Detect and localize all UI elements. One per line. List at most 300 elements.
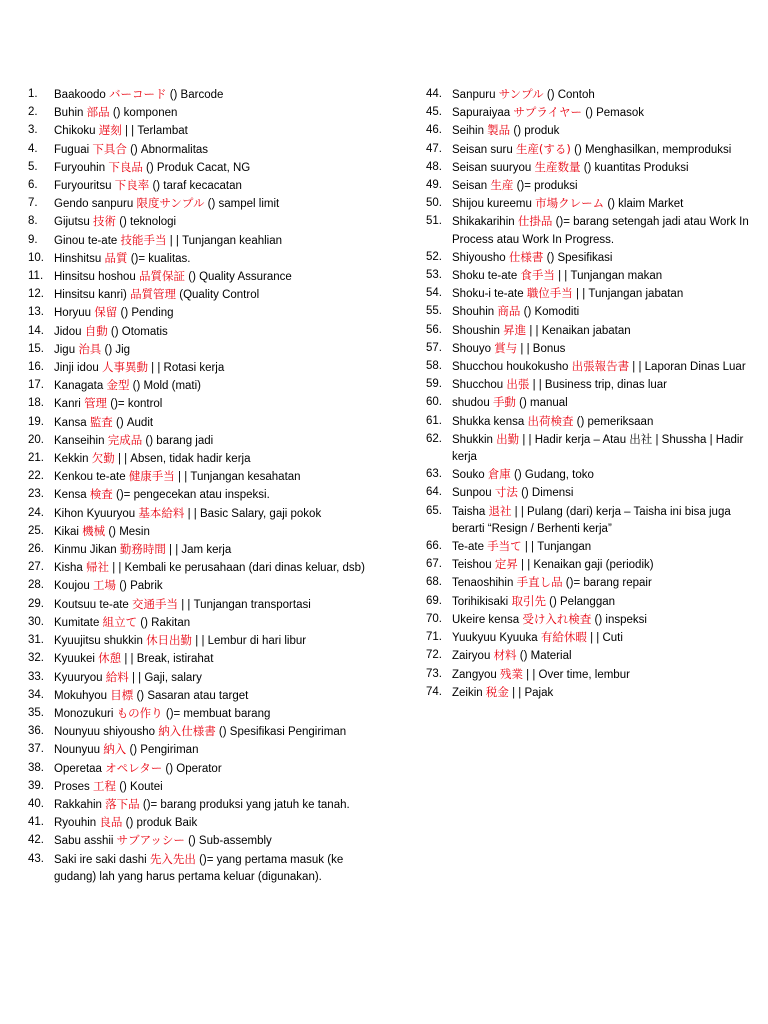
vocab-number: 4. [28,142,38,155]
vocab-entry [54,523,368,541]
vocab-meaning: () Operator [165,762,222,775]
vocab-meaning: () kuantitas Produksi [583,161,689,174]
vocab-romaji: Horyuu [54,307,92,320]
vocab-item [28,614,368,632]
vocab-japanese: バーコード [109,87,167,101]
vocab-japanese: 食手当 [520,268,555,283]
vocab-item [28,377,368,395]
vocab-romaji: Kyuuryou [54,671,103,684]
vocab-number: 64. [426,486,442,499]
vocab-number: 6. [28,179,38,192]
vocab-romaji: Kanri [54,398,81,411]
vocab-japanese: 先入先出 [149,851,196,866]
vocab-entry [54,250,368,268]
vocab-japanese: 税金 [485,684,509,699]
vocab-romaji: Operetaa [54,762,102,775]
vocab-romaji: Gijutsu [54,216,90,229]
vocab-number: 38. [28,761,44,774]
vocab-japanese: 品質保証 [139,269,186,284]
vocab-japanese: 勤務時間 [119,542,166,557]
vocab-item [28,432,368,450]
vocab-romaji: Kinmu Jikan [54,544,117,557]
vocab-japanese: 下良率 [114,178,150,193]
vocab-item [426,629,762,647]
vocab-item [426,574,762,592]
vocab-number: 36. [28,725,44,738]
vocab-item [28,851,368,886]
vocab-meaning: () Gudang, toko [514,469,594,482]
vocab-meaning: () Material [519,650,572,663]
vocab-japanese: 休憩 [98,651,122,666]
vocab-entry [452,267,762,285]
vocab-entry [54,541,368,559]
vocab-number: 52. [426,250,442,263]
vocab-number: 71. [426,631,442,644]
vocab-japanese: 工場 [93,578,117,593]
vocab-meaning: () Menghasilkan, memproduksi [574,143,732,156]
vocab-number: 61. [426,414,442,427]
vocab-meaning: () Mesin [108,525,150,538]
vocab-japanese: 退社 [488,503,512,518]
vocab-entry [54,632,368,650]
vocab-entry [54,414,368,432]
vocab-japanese: 賞与 [494,340,518,355]
vocab-number: 17. [28,379,44,392]
vocab-entry [54,814,368,832]
vocab-japanese: もの作り [116,705,163,720]
vocab-entry [54,141,368,159]
vocab-romaji: Gendo sanpuru [54,198,134,211]
vocab-number: 55. [426,305,442,318]
vocab-entry [54,395,368,413]
vocab-japanese: 休日出勤 [146,633,193,648]
vocab-romaji: Proses [54,780,90,793]
vocab-number: 29. [28,597,44,610]
vocab-romaji: Mokuhyou [54,689,108,702]
vocab-japanese: 材料 [493,648,517,663]
vocab-number: 2. [28,106,38,119]
vocab-romaji: Kansa [54,416,87,429]
vocab-romaji: shudou [452,397,490,410]
vocab-meaning: () Pengiriman [129,744,199,757]
vocab-entry [452,538,762,556]
vocab-meaning: | | Tunjangan kesahatan [178,471,301,484]
vocab-japanese: 受け入れ検査 [522,611,592,626]
vocab-romaji: Sunpou [452,487,492,500]
vocab-item [28,486,368,504]
vocab-meaning: () Pending [120,307,174,320]
vocab-meaning: ()= membuat barang [165,707,271,720]
vocab-number: 58. [426,360,442,373]
vocab-item [28,669,368,687]
vocab-number: 25. [28,524,44,537]
vocab-romaji: Zairyou [452,650,491,663]
vocab-entry [452,629,762,647]
vocab-romaji: Kekkin [54,453,89,466]
vocab-item [28,723,368,741]
vocab-entry [54,268,368,286]
vocab-japanese: 検査 [89,487,113,502]
vocab-romaji: Saki ire saki dashi [54,853,147,866]
vocab-meaning: () Contoh [546,89,595,101]
vocab-meaning: () taraf kecacatan [152,180,242,193]
vocab-japanese: 納入仕様書 [158,724,216,739]
vocab-entry [54,450,368,468]
vocab-japanese: 工程 [93,778,116,793]
vocab-romaji: Shoku-i te-ate [452,288,524,301]
vocab-item [28,177,368,195]
vocab-entry [54,596,368,614]
vocab-meaning: | | Bonus [520,342,566,355]
vocab-japanese: 健康手当 [128,469,175,484]
vocab-item [28,341,368,359]
vocab-meaning: | | Tunjangan jabatan [576,288,684,301]
vocab-item [426,340,762,358]
vocab-romaji: Nounyuu [54,744,101,757]
vocab-entry [452,322,762,340]
vocab-item [426,413,762,431]
vocab-japanese: 監査 [89,414,113,429]
vocab-meaning: () manual [519,397,568,410]
vocab-meaning: () Abnormalitas [130,143,209,156]
vocab-item [28,450,368,468]
vocab-romaji: Zeikin [452,686,483,699]
vocab-number: 70. [426,612,442,625]
vocab-japanese: 倉庫 [487,467,511,482]
vocab-japanese: 出張 [506,377,530,392]
vocab-meaning: | | Break, istirahat [124,653,214,666]
vocab-number: 28. [28,579,44,592]
vocab-item [426,376,762,394]
vocab-romaji: Seisan suuryou [452,161,532,174]
vocab-number: 46. [426,124,442,137]
vocab-romaji: Chikoku [54,125,96,138]
vocab-romaji: Shukkin [452,433,493,446]
vocab-item [28,523,368,541]
vocab-meaning: (Quality Control [179,289,260,302]
vocab-item [426,666,762,684]
vocab-romaji: Seisan suru [452,143,513,156]
vocab-japanese: 給料 [105,669,129,684]
vocab-meaning: () teknologi [119,216,177,229]
vocab-item [28,286,368,304]
vocab-meaning: ()= barang produksi yang jatuh ke tanah. [142,798,350,811]
vocab-meaning: () Sasaran atau target [136,689,249,702]
vocab-item [426,303,762,321]
vocab-number: 59. [426,378,442,391]
vocab-item [28,359,368,377]
vocab-item [28,632,368,650]
vocab-item [28,122,368,140]
vocab-romaji: Shucchou houkokusho [452,361,569,374]
vocab-meaning: () Mold (mati) [132,380,202,393]
vocab-meaning: () Produk Cacat, NG [146,161,251,174]
vocab-meaning: | | Terlambat [124,125,188,138]
vocab-romaji: Kanagata [54,380,104,393]
vocab-item [28,104,368,122]
vocab-number: 41. [28,816,44,829]
vocab-entry [54,122,368,140]
vocab-japanese: オペレター [105,760,163,775]
vocab-romaji: Yuukyuu Kyuuka [452,632,538,645]
vocab-romaji: Nounyuu shiyousho [54,726,156,739]
vocab-meaning: () Pemasok [585,107,645,120]
vocab-item [426,611,762,629]
vocab-entry [452,86,762,104]
vocab-number: 13. [28,306,44,319]
vocab-romaji: Teishou [452,559,492,572]
vocab-meaning: | | Laporan Dinas Luar [632,361,746,374]
vocab-entry [54,741,368,759]
vocab-romaji: Kanseihin [54,434,105,447]
vocab-number: 15. [28,342,44,355]
vocab-romaji: Hinsitsu hoshou [54,271,136,284]
vocab-number: 45. [426,106,442,119]
vocab-number: 35. [28,706,44,719]
vocab-japanese: 下良品 [108,159,143,174]
vocabulary-column-right [426,86,762,702]
vocab-item [426,647,762,665]
vocab-entry [452,303,762,321]
vocab-number: 74. [426,685,442,698]
vocab-number: 67. [426,558,442,571]
vocab-number: 47. [426,142,442,155]
vocab-number: 33. [28,670,44,683]
vocab-item [426,503,762,538]
vocab-romaji: Kikai [54,525,79,538]
vocab-item [28,705,368,723]
vocab-entry [452,503,762,538]
vocab-number: 5. [28,160,38,173]
vocab-japanese: 基本給料 [138,505,185,520]
vocab-meaning: () Quality Assurance [188,271,292,284]
vocab-meaning: ()= yang pertama masuk (ke gudang) lah yang harus pertama keluar (digunakan). [54,853,344,883]
vocab-number: 66. [426,540,442,553]
vocab-japanese: 遅刻 [98,123,122,138]
vocab-item [28,268,368,286]
vocab-item [28,232,368,250]
vocab-romaji: Shikakarihin [452,216,515,229]
vocab-number: 48. [426,160,442,173]
vocab-number: 72. [426,649,442,662]
vocab-meaning: ()= barang setengah jadi atau Work In Process atau Work In Progress. [452,216,749,246]
vocab-meaning: () klaim Market [607,198,684,211]
vocabulary-list-right [426,86,762,702]
vocab-japanese: 有給休暇 [540,630,587,645]
vocab-meaning: | | Pajak [512,686,554,699]
vocab-entry [54,341,368,359]
vocab-number: 1. [28,88,38,100]
vocab-item [426,684,762,702]
vocab-meaning: | | Rotasi kerja [151,362,225,375]
vocab-romaji: Shouhin [452,306,495,319]
vocab-japanese: 生産(する) [515,141,571,156]
vocab-romaji: Jidou [54,325,82,338]
vocab-japanese: 残業 [499,666,523,681]
vocab-meaning: | | Kembali ke perusahaan (dari dinas keluar, dsb) [112,562,365,575]
vocab-item [28,141,368,159]
vocab-entry [452,213,762,248]
vocab-number: 9. [28,233,38,246]
vocab-item [28,213,368,231]
vocab-meaning: () Spesifikasi [546,251,613,264]
vocab-number: 54. [426,287,442,300]
vocab-item [426,267,762,285]
vocab-entry [452,484,762,502]
vocab-romaji: Furyouritsu [54,180,112,193]
vocab-entry [452,431,762,466]
vocab-japanese: 納入 [103,742,127,757]
vocab-item [426,285,762,303]
vocab-japanese: 手動 [492,395,516,410]
vocab-meaning: () produk Baik [125,817,198,830]
vocab-japanese: 取引先 [511,593,546,608]
vocab-number: 26. [28,543,44,556]
vocab-item [426,195,762,213]
vocab-entry [54,213,368,231]
vocab-entry [452,376,762,394]
vocab-entry [54,851,368,886]
vocab-japanese: 目標 [110,687,134,702]
vocab-number: 60. [426,396,442,409]
vocab-meaning: () inspeksi [594,613,647,626]
vocab-japanese: 製品 [487,123,511,138]
vocab-romaji: Kumitate [54,616,100,629]
vocab-romaji: Shijou kureemu [452,198,532,211]
vocab-entry [452,574,762,592]
vocab-item [28,395,368,413]
vocab-romaji: Torihikisaki [452,595,509,608]
vocab-meaning: | | Tunjangan keahlian [169,234,283,247]
vocab-romaji: Kyuukei [54,653,95,666]
vocab-entry [54,723,368,741]
vocab-entry [452,122,762,140]
vocab-number: 3. [28,124,38,137]
vocab-japanese: 自動 [84,323,108,338]
vocab-item [426,177,762,195]
vocab-number: 44. [426,88,442,100]
vocab-meaning: () Sub-assembly [188,835,272,848]
vocab-romaji: Shoku te-ate [452,270,518,283]
vocab-entry [452,249,762,267]
vocab-japanese: 人事異動 [101,360,148,375]
vocab-romaji: Shouyo [452,342,492,355]
vocab-meaning: () Pabrik [119,580,163,593]
vocab-japanese: 出勤 [496,431,520,446]
vocab-entry [452,611,762,629]
vocab-meaning: ()= barang repair [565,577,652,590]
vocab-japanese: 手当て [487,539,522,554]
vocab-japanese: サプライヤー [513,105,583,120]
vocab-number: 31. [28,634,44,647]
vocab-meaning: ()= kualitas. [130,252,191,265]
vocab-japanese: 商品 [497,304,521,319]
vocab-romaji: Zangyou [452,668,497,681]
vocab-entry [452,556,762,574]
vocab-meaning: () sampel limit [207,198,280,211]
vocab-entry [54,669,368,687]
vocab-meaning: | | Hadir kerja – Atau 出社 | Shussha | Hadir kerja [452,433,744,464]
vocab-number: 20. [28,433,44,446]
vocab-japanese: 品質管理 [130,287,177,302]
vocab-meaning: () barang jadi [145,434,214,447]
vocab-romaji: Hinshitsu [54,252,102,265]
vocab-japanese: 部品 [86,105,110,120]
vocab-romaji: Sapuraiyaa [452,107,511,120]
vocab-meaning: () Koutei [119,780,163,793]
vocab-meaning: | | Basic Salary, gaji pokok [187,507,322,520]
vocab-entry [54,232,368,250]
vocab-romaji: Buhin [54,107,84,120]
vocab-romaji: Souko [452,469,485,482]
vocab-japanese: 生産 [490,178,514,193]
vocab-meaning: | | Cuti [590,632,623,645]
vocab-item [426,466,762,484]
vocab-entry [54,195,368,213]
vocab-meaning: | | Kenaikan jabatan [529,324,631,337]
vocab-number: 50. [426,197,442,210]
vocab-item [28,577,368,595]
vocab-japanese: 下具合 [92,141,127,156]
vocab-item [28,505,368,523]
vocab-japanese: 保留 [94,305,118,320]
vocab-entry [54,177,368,195]
vocab-romaji: Baakoodo [54,89,106,101]
vocab-japanese: 管理 [84,396,108,411]
vocab-romaji: Shiyousho [452,251,506,264]
vocabulary-list-left [28,86,368,886]
vocab-japanese: 機械 [82,523,106,538]
vocab-meaning: () Komoditi [523,306,580,319]
vocab-japanese: 組立て [102,614,138,629]
vocab-entry [452,647,762,665]
vocab-number: 18. [28,397,44,410]
vocab-item [28,159,368,177]
vocab-item [28,832,368,850]
vocab-item [426,86,762,104]
vocab-entry [452,666,762,684]
vocab-item [426,159,762,177]
vocab-number: 57. [426,341,442,354]
vocab-meaning: | | Lembur di hari libur [195,635,307,648]
vocab-japanese: 品質 [104,250,128,265]
vocab-entry [54,159,368,177]
vocab-item [28,541,368,559]
vocab-number: 10. [28,251,44,264]
vocab-entry [452,340,762,358]
vocab-number: 22. [28,470,44,483]
vocab-entry [54,486,368,504]
vocab-number: 63. [426,468,442,481]
vocab-meaning: () produk [513,125,560,138]
vocab-item [28,814,368,832]
vocab-meaning: ()= produksi [516,180,578,193]
vocab-japanese: 定昇 [494,557,518,572]
vocab-item [426,104,762,122]
vocab-japanese: サブアッシー [116,833,185,848]
vocab-number: 34. [28,688,44,701]
vocab-meaning: | | Jam kerja [169,544,232,557]
vocab-meaning: | | Tunjangan [524,541,592,554]
vocab-number: 21. [28,452,44,465]
vocab-item [426,394,762,412]
vocab-japanese: 金型 [106,378,130,393]
vocab-entry [452,593,762,611]
vocab-entry [54,650,368,668]
vocab-japanese: 仕掛品 [517,214,553,229]
vocab-number: 69. [426,594,442,607]
vocab-meaning: () Barcode [169,89,224,101]
